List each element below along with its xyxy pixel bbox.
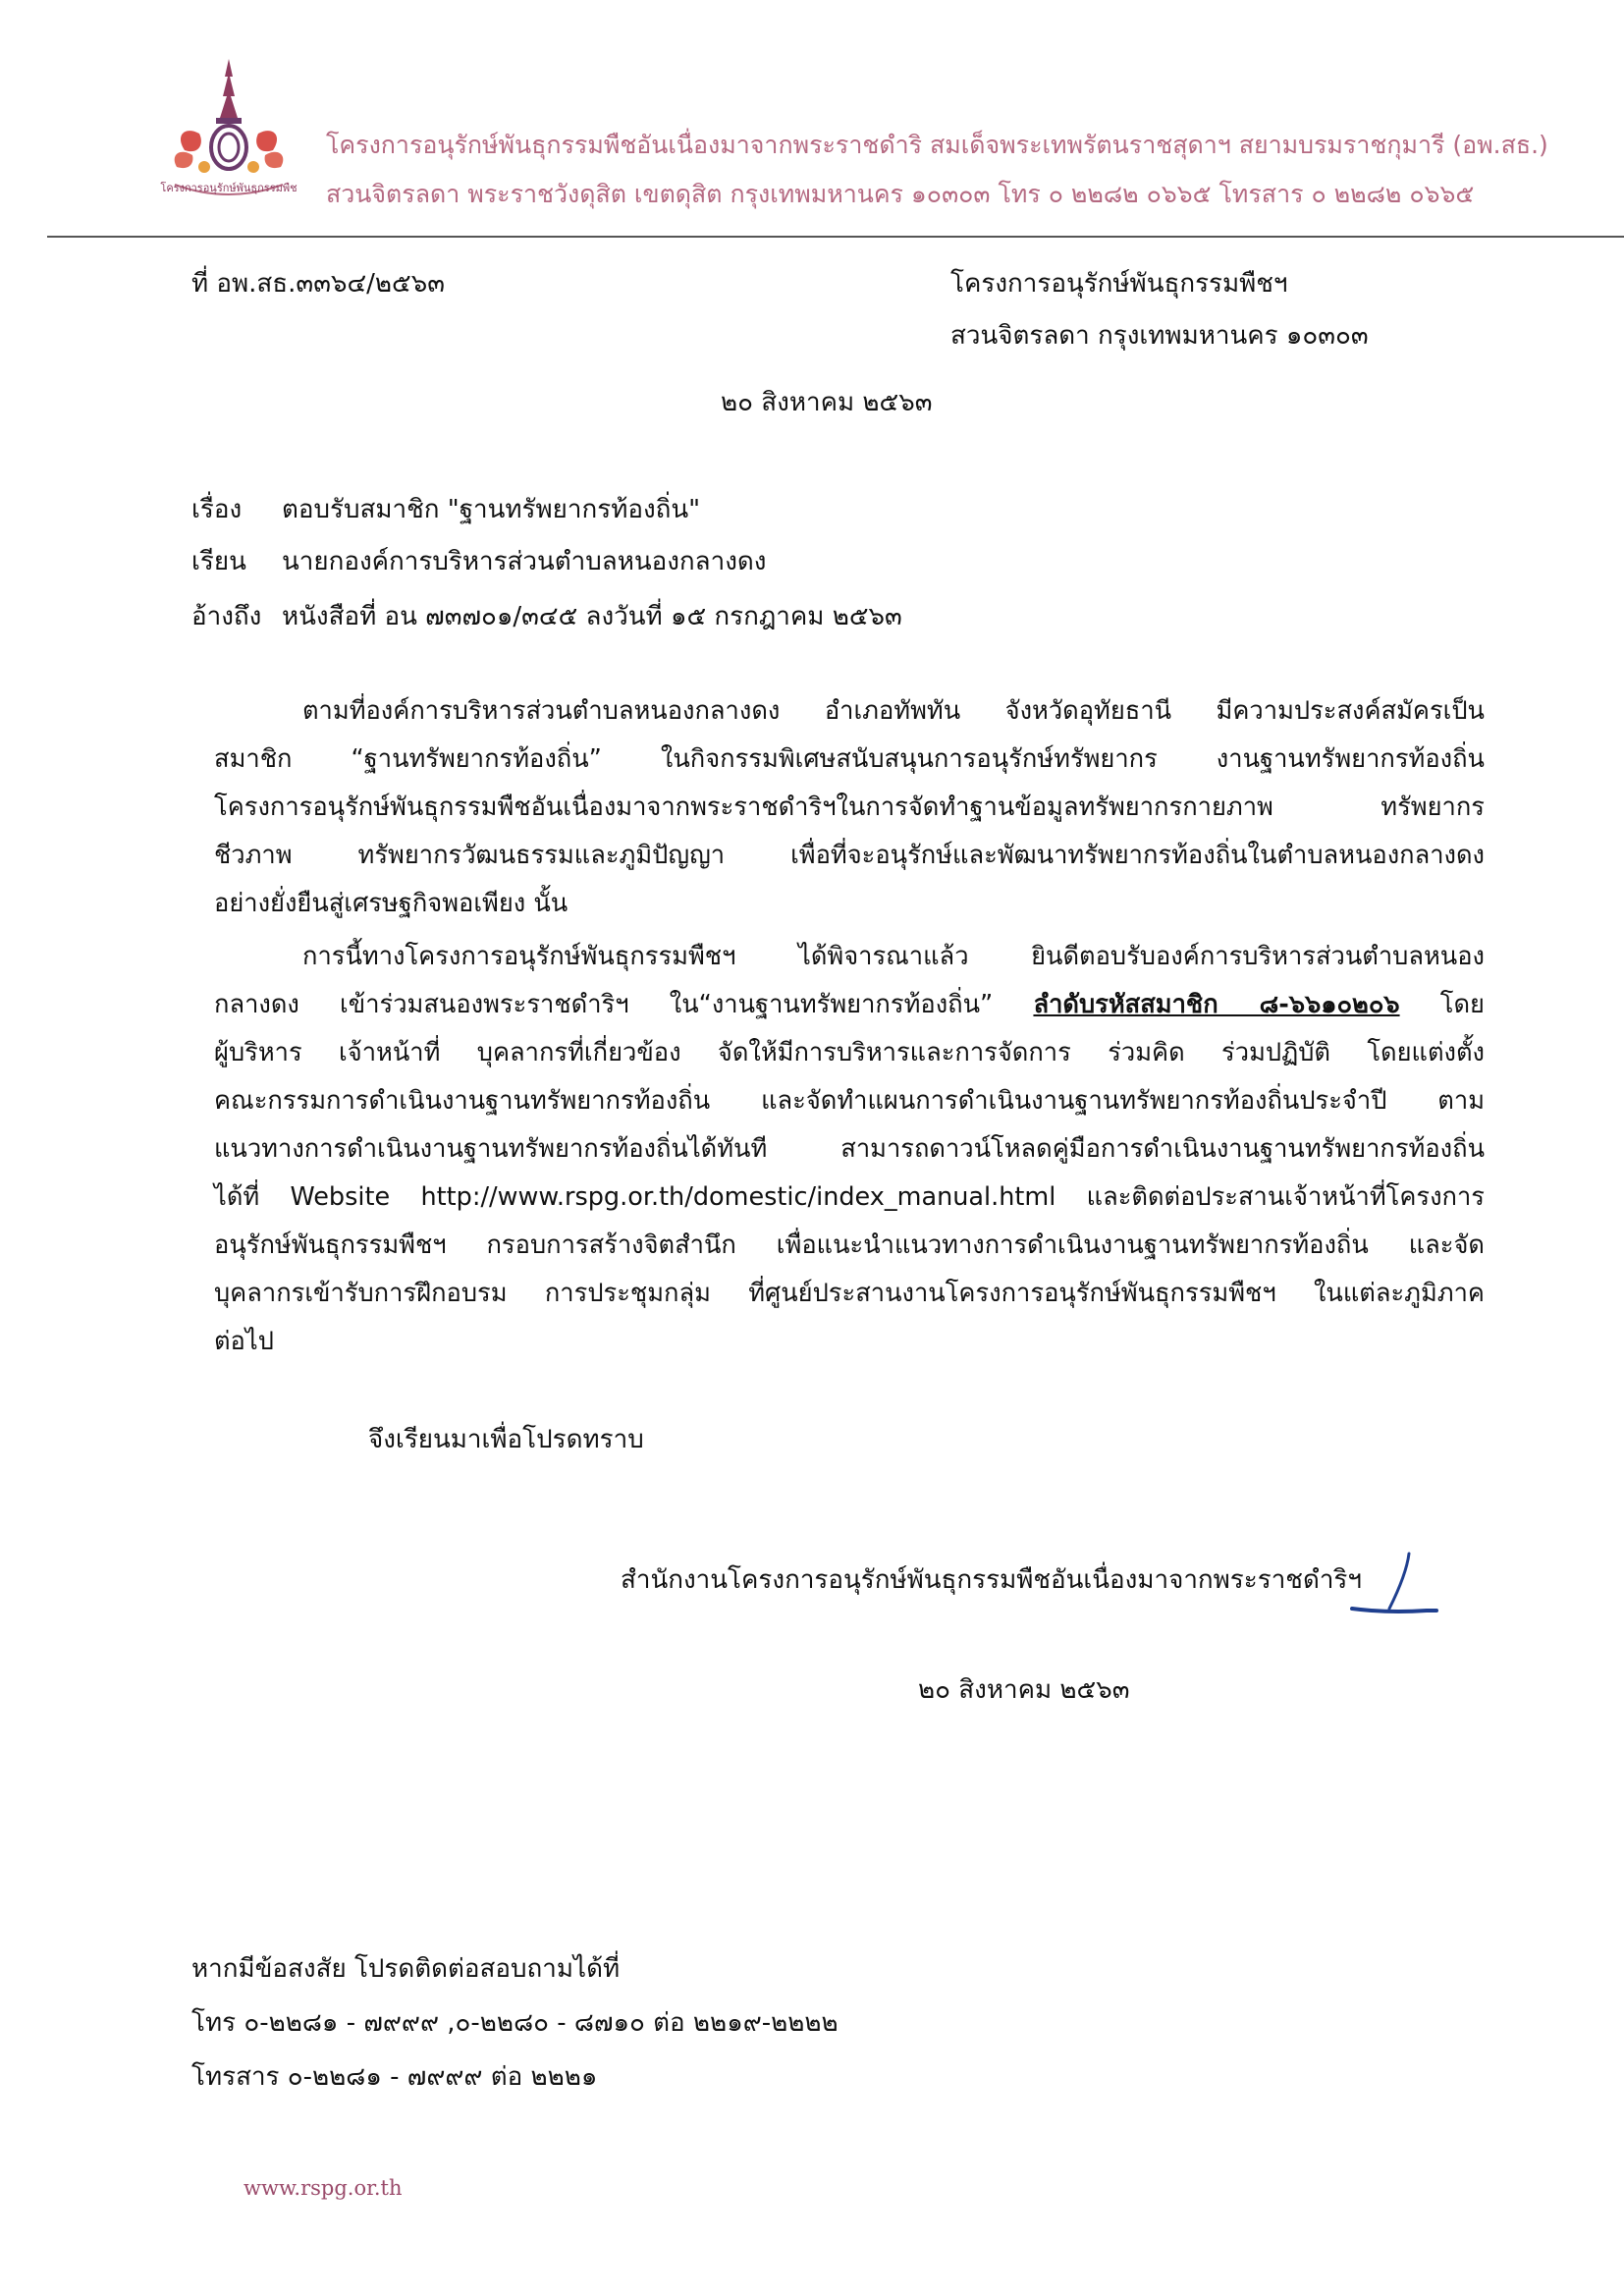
reference-value: หนังสือที่ อน ๗๓๗๐๑/๓๔๕ ลงวันที่ ๑๕ กรกฎาคม ๒๕๖๓ <box>282 602 902 631</box>
sender-line-2: สวนจิตรลดา กรุงเทพมหานคร ๑๐๓๐๓ <box>950 321 1369 351</box>
paragraph-1-line: สมาชิก “ฐานทรัพยากรท้องถิ่น” ในกิจกรรมพิเศษสนับสนุนการอนุรักษ์ทรัพยากร งานฐานทรัพยากรท้องถิ่น <box>214 744 1485 774</box>
paragraph-1-line: ตามที่องค์การบริหารส่วนตำบลหนองกลางดง อำเภอทัพทัน จังหวัดอุทัยธานี มีความประสงค์สมัครเป็น <box>302 696 1485 726</box>
body-paragraph-2 <box>214 933 1485 1366</box>
letterhead-line-1: โครงการอนุรักษ์พันธุกรรมพืชอันเนื่องมาจากพระราชดำริ สมเด็จพระเทพรัตนราชสุดาฯ สยามบรมราชกุมารี (อพ.สธ.) <box>326 131 1548 159</box>
paragraph-2-line: บุคลากรเข้ารับการฝึกอบรม การประชุมกลุ่ม ที่ศูนย์ประสานงานโครงการอนุรักษ์พันธุกรรมพืชฯ ในแต่ละภูมิภาค <box>214 1279 1485 1308</box>
contact-phone: โทร ๐-๒๒๘๑ - ๗๙๙๙ ,๐-๒๒๘๐ - ๘๗๑๐ ต่อ ๒๒๑๙-๒๒๒๒ <box>191 2008 839 2038</box>
doc-number: ที่ อพ.สธ.๓๓๖๔/๒๕๖๓ <box>191 269 446 299</box>
paragraph-2-line: การนี้ทางโครงการอนุรักษ์พันธุกรรมพืชฯ ได้พิจารณาแล้ว ยินดีตอบรับองค์การบริหารส่วนตำบลหนอง <box>302 942 1485 971</box>
header-divider <box>47 236 1624 238</box>
paragraph-1-line: ชีวภาพ ทรัพยากรวัฒนธรรมและภูมิปัญญา เพื่อที่จะอนุรักษ์และพัฒนาทรัพยากรท้องถิ่นในตำบลหนองกลางดง <box>214 841 1485 870</box>
paragraph-2-line: อนุรักษ์พันธุกรรมพืชฯ กรอบการสร้างจิตสำนึก เพื่อแนะนำแนวทางการดำเนินงานฐานทรัพยากรท้องถิ่น และจัด <box>214 1230 1485 1260</box>
handwritten-signature <box>1350 1550 1443 1628</box>
footer-url: www.rspg.or.th <box>244 2176 403 2200</box>
subject-label: เรื่อง <box>191 495 243 524</box>
contact-fax: โทรสาร ๐-๒๒๘๑ - ๗๙๙๙ ต่อ ๒๒๒๑ <box>191 2062 598 2092</box>
contact-intro: หากมีข้อสงสัย โปรดติดต่อสอบถามได้ที่ <box>191 1954 621 1984</box>
paragraph-2-line: แนวทางการดำเนินงานฐานทรัพยากรท้องถิ่นได้ทันที สามารถดาวน์โหลดคู่มือการดำเนินงานฐานทรัพยากรท้องถิ่น <box>214 1134 1485 1164</box>
paragraph-2-line: ได้ที่ Website http://www.rspg.or.th/domestic/index_manual.html และติดต่อประสานเจ้าหน้าที่โครงการ <box>214 1182 1485 1212</box>
letter-date: ๒๐ สิงหาคม ๒๕๖๓ <box>721 388 933 417</box>
recipient-value: นายกองค์การบริหารส่วนตำบลหนองกลางดง <box>282 547 767 576</box>
paragraph-2-line <box>214 981 1485 1029</box>
subject-row <box>191 489 700 529</box>
paragraph-2-line: ต่อไป <box>214 1327 274 1356</box>
letterhead-line-2: สวนจิตรลดา พระราชวังดุสิต เขตดุสิต กรุงเทพมหานคร ๑๐๓๐๓ โทร ๐ ๒๒๘๒ ๐๖๖๕ โทรสาร ๐ ๒๒๘๒ ๐๖๖๕ <box>326 180 1475 208</box>
member-code: ลำดับรหัสสมาชิก ๘-๖๖๑๐๒๐๖ <box>1033 990 1400 1019</box>
paragraph-2-line-2-pre: กลางดง เข้าร่วมสนองพระราชดำริฯ ใน“งานฐานทรัพยากรท้องถิ่น” <box>214 990 994 1019</box>
paragraph-1-line: โครงการอนุรักษ์พันธุกรรมพืชอันเนื่องมาจากพระราชดำริฯในการจัดทำฐานข้อมูลทรัพยากรกายภาพ ทรัพยากร <box>214 793 1485 822</box>
body-paragraph-1 <box>214 687 1485 928</box>
closing-line: จึงเรียนมาเพื่อโปรดทราบ <box>368 1425 644 1454</box>
paragraph-1-line: อย่างยั่งยืนสู่เศรษฐกิจพอเพียง นั้น <box>214 889 568 918</box>
sender-line-1: โครงการอนุรักษ์พันธุกรรมพืชฯ <box>950 269 1288 299</box>
recipient-label: เรียน <box>191 547 246 576</box>
reference-label: อ้างถึง <box>191 602 262 631</box>
subject-value: ตอบรับสมาชิก "ฐานทรัพยากรท้องถิ่น" <box>282 495 701 524</box>
logo-caption: โครงการอนุรักษ์พันธุกรรมพืช <box>160 182 298 194</box>
recipient-row <box>191 541 766 581</box>
signature-office: สำนักงานโครงการอนุรักษ์พันธุกรรมพืชอันเนื่องมาจากพระราชดำริฯ <box>621 1565 1362 1595</box>
paragraph-2-line: ผู้บริหาร เจ้าหน้าที่ บุคลากรที่เกี่ยวข้อง จัดให้มีการบริหารและการจัดการ ร่วมคิด ร่วมปฏิบัติ โดยแต่งตั้ง <box>214 1038 1485 1067</box>
paragraph-2-line: คณะกรรมการดำเนินงานฐานทรัพยากรท้องถิ่น และจัดทำแผนการดำเนินงานฐานทรัพยากรท้องถิ่นประจำปี ตาม <box>214 1086 1485 1116</box>
paragraph-2-line-2-post: โดย <box>1439 990 1485 1019</box>
reference-row <box>191 596 902 636</box>
signature-date: ๒๐ สิงหาคม ๒๕๖๓ <box>918 1675 1130 1705</box>
